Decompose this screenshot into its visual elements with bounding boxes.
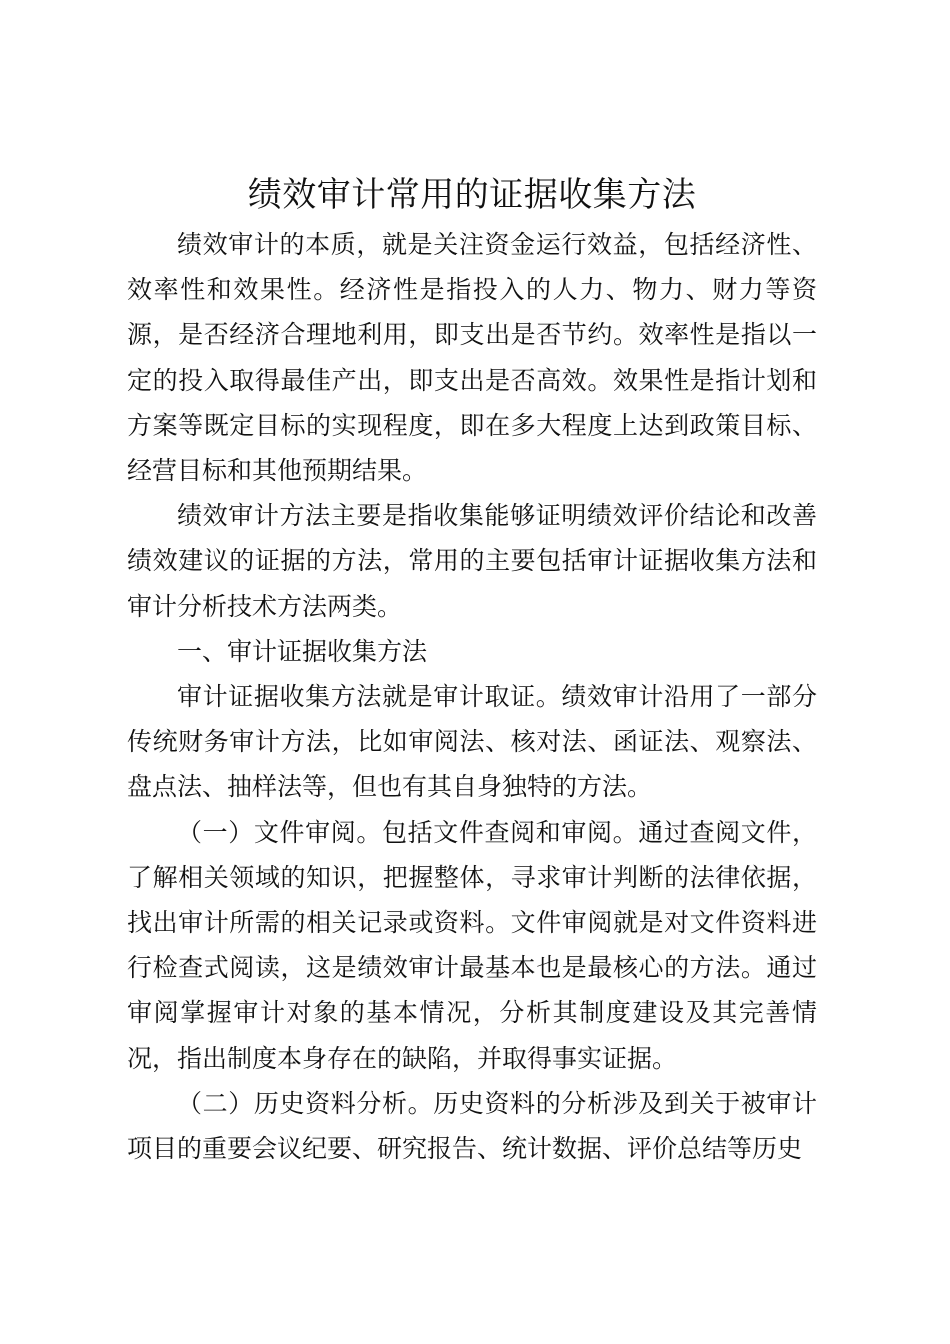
paragraph-evidence-collection: 审计证据收集方法就是审计取证。绩效审计沿用了一部分传统财务审计方法，比如审阅法、核对法、函证法、观察法、盘点法、抽样法等，但也有其自身独特的方法。 (127, 682, 817, 802)
paragraph-methods-overview: 绩效审计方法主要是指收集能够证明绩效评价结论和改善绩效建议的证据的方法，常用的主要包括审计证据收集方法和审计分析技术方法两类。 (127, 501, 817, 621)
section-heading-evidence-collection: 一、审计证据收集方法 (177, 636, 428, 666)
document-title: 绩效审计常用的证据收集方法 (247, 175, 697, 215)
paragraph-essence: 绩效审计的本质，就是关注资金运行效益，包括经济性、效率性和效果性。经济性是指投入的人力、物力、财力等资源，是否经济合理地利用，即支出是否节约。效率性是指以一定的投入取得最佳产出，即支出是否高效。效果性是指计划和方案等既定目标的实现程度，即在多大程度上达到政策目标、经营目标和其他预期结果。 (127, 230, 817, 486)
paragraph-document-review: （一）文件审阅。包括文件查阅和审阅。通过查阅文件，了解相关领域的知识，把握整体，寻求审计判断的法律依据，找出审计所需的相关记录或资料。文件审阅就是对文件资料进行检查式阅读，这是绩效审计最基本也是最核心的方法。通过审阅掌握审计对象的基本情况，分析其制度建设及其完善情况，指出制度本身存在的缺陷，并取得事实证据。 (127, 817, 817, 1073)
document-body (127, 172, 817, 1171)
paragraph-historical-analysis: （二）历史资料分析。历史资料的分析涉及到关于被审计项目的重要会议纪要、研究报告、统计数据、评价总结等历史 (127, 1088, 817, 1164)
